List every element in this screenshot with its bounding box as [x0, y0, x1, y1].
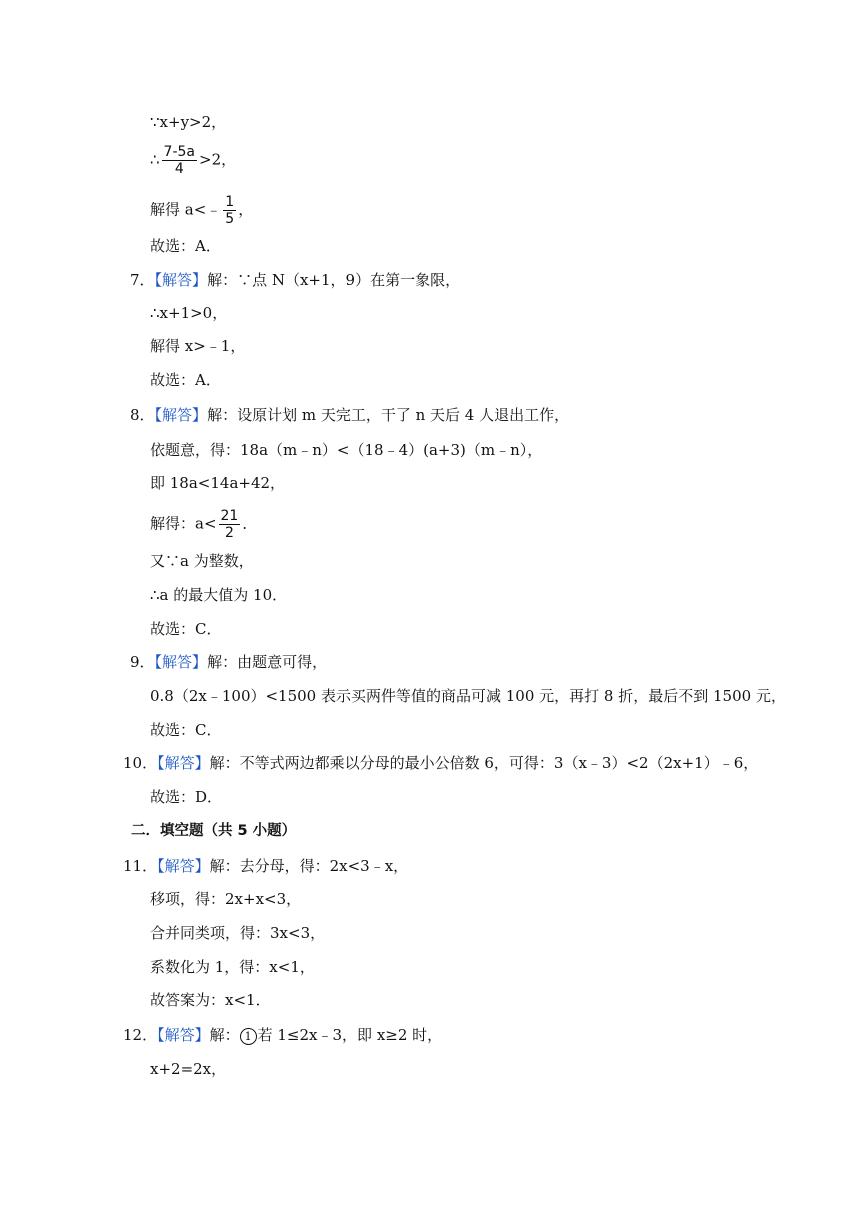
- q11-line-4: 系数化为 1，得：x<1，: [150, 958, 315, 976]
- q7-line-3: 解得 x>﹣1，: [150, 337, 246, 355]
- q9-line-1: 9．【解答】解：由题意可得，: [130, 653, 328, 671]
- q9-line-3: 故选：C．: [150, 721, 222, 739]
- q10-line-1: 10．【解答】解：不等式两边都乘以分母的最小公倍数 6，可得：3（x﹣3）<2（2x+1）﹣6，: [123, 754, 759, 772]
- q7-line-4: 故选：A．: [150, 371, 221, 389]
- q6-line-2: ∴ $\frac{7-5a}{4}$ >2，: [150, 144, 237, 177]
- q11-line-5: 故答案为：x<1．: [150, 991, 271, 1009]
- q10-line-2: 故选：D．: [150, 788, 223, 806]
- q8-line-3: 即 18a<14a+42，: [150, 474, 286, 492]
- q6-line-1: ∵x+y>2，: [150, 113, 227, 131]
- answer-tag: 【解答】: [154, 653, 208, 671]
- fraction: $\frac{21}{2}$: [220, 508, 239, 541]
- q8-line-4: 解得：a< $\frac{21}{2}$ ．: [150, 508, 258, 541]
- q12-line-1: 12．【解答】解： 1 若 1≤2x﹣3，即 x≥2 时，: [123, 1026, 443, 1044]
- q12-line-2: x+2=2x，: [150, 1060, 227, 1078]
- answer-tag: 【解答】: [157, 754, 210, 772]
- q8-line-7: 故选：C．: [150, 620, 222, 638]
- fraction: $\frac{1}{5}$: [225, 194, 235, 227]
- answer-tag: 【解答】: [154, 406, 208, 424]
- q7-line-1: 7．【解答】解：∵点 N（x+1，9）在第一象限，: [130, 271, 461, 289]
- q6-line-4: 故选：A．: [150, 237, 221, 255]
- q11-line-1: 11．【解答】解：去分母，得：2x<3﹣x，: [123, 857, 409, 875]
- answer-tag: 【解答】: [157, 1026, 210, 1044]
- q9-line-2: 0.8（2x﹣100）<1500 表示买两件等值的商品可减 100 元，再打 8 折，最后不到 1500 元，: [150, 687, 786, 705]
- q8-line-6: ∴a 的最大值为 10．: [150, 586, 288, 604]
- circled-number: 1: [240, 1028, 257, 1045]
- q11-line-3: 合并同类项，得：3x<3，: [150, 924, 326, 942]
- answer-tag: 【解答】: [157, 857, 210, 875]
- fraction: $\frac{7-5a}{4}$: [163, 144, 195, 177]
- q8-line-1: 8．【解答】解：设原计划 m 天完工，干了 n 天后 4 人退出工作，: [130, 406, 570, 424]
- q8-line-2: 依题意，得：18a（m﹣n）<（18﹣4）(a+3)（m﹣n），: [150, 441, 543, 459]
- q8-line-5: 又∵a 为整数，: [150, 552, 254, 570]
- q7-line-2: ∴x+1>0，: [150, 304, 228, 322]
- section-heading: 二．填空题（共 5 小题）: [131, 823, 297, 839]
- answer-tag: 【解答】: [154, 271, 208, 289]
- q6-line-3: 解得 a<﹣ $\frac{1}{5}$ ，: [150, 194, 254, 227]
- q11-line-2: 移项，得：2x+x<3，: [150, 890, 302, 908]
